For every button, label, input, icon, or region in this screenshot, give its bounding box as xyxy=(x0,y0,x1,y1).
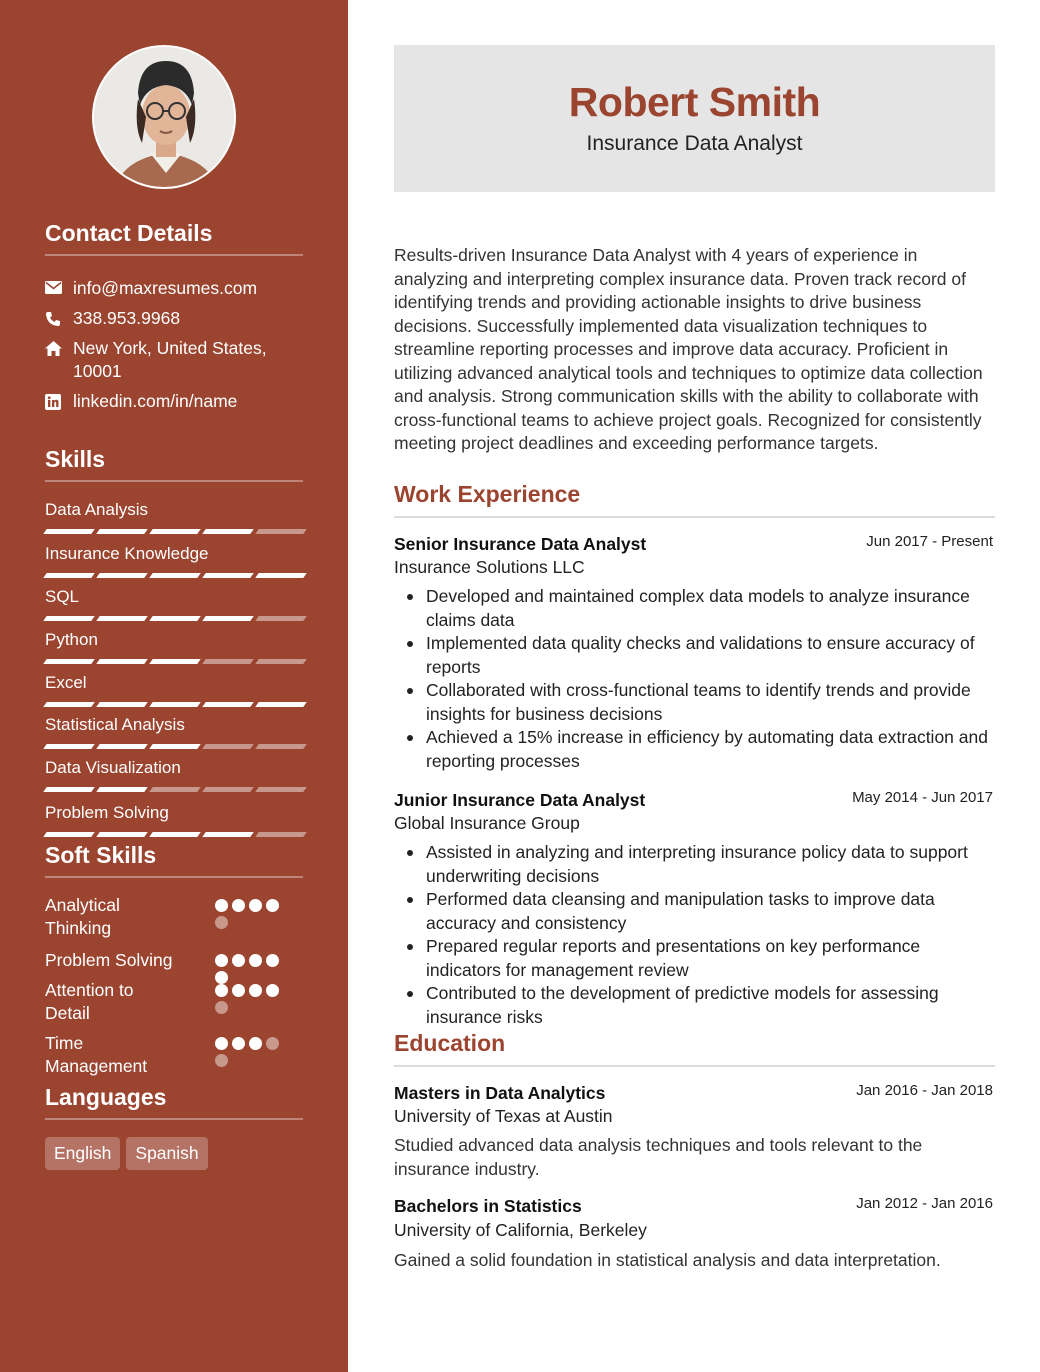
skill-level-segment xyxy=(255,787,307,792)
skill-level-bar xyxy=(45,702,305,707)
rating-dot xyxy=(249,984,262,997)
skill-level-bar xyxy=(45,832,305,837)
skill-level-segment xyxy=(96,787,148,792)
skill-level-segment xyxy=(43,832,95,837)
contact-email[interactable]: info@maxresumes.com xyxy=(73,278,258,298)
phone-icon xyxy=(45,307,73,330)
skill-label: Excel xyxy=(45,673,87,692)
linkedin-icon xyxy=(45,390,73,413)
skill-label: Data Analysis xyxy=(45,500,148,519)
skill-level-segment xyxy=(202,616,254,621)
contact-heading: Contact Details xyxy=(45,220,303,256)
skill-level-segment xyxy=(255,529,307,534)
school-name: University of Texas at Austin xyxy=(394,1106,613,1126)
skill-level-segment xyxy=(255,832,307,837)
job-bullets xyxy=(426,585,998,773)
education-description: Gained a solid foundation in statistical analysis and data interpretation. xyxy=(394,1250,941,1270)
envelope-icon xyxy=(45,277,73,300)
languages-list xyxy=(45,1137,208,1170)
skill-level-segment xyxy=(255,659,307,664)
list-item: Implemented data quality checks and validations to ensure accuracy of reports xyxy=(426,632,998,679)
rating-dot xyxy=(215,984,228,997)
skill-level-segment xyxy=(255,616,307,621)
language-tag: English xyxy=(45,1137,120,1170)
person-name: Robert Smith xyxy=(568,79,821,125)
work-experience-heading: Work Experience xyxy=(394,481,995,518)
list-item: Contributed to the development of predictive models for assessing insurance risks xyxy=(426,982,998,1029)
skill-level-bar xyxy=(45,529,305,534)
list-item: Assisted in analyzing and interpreting insurance policy data to support underwriting decisions xyxy=(426,841,998,888)
skill-level-segment xyxy=(96,529,148,534)
skill-level-segment xyxy=(96,659,148,664)
skill-label: SQL xyxy=(45,587,80,606)
education-heading: Education xyxy=(394,1030,995,1067)
skill-level-segment xyxy=(43,787,95,792)
skill-level-segment xyxy=(96,573,148,578)
skill-level-segment xyxy=(202,787,254,792)
profile-photo-illustration xyxy=(94,47,236,189)
skill-level-segment xyxy=(149,659,201,664)
skill-level-segment xyxy=(149,529,201,534)
rating-dot xyxy=(215,1001,228,1014)
rating-dot xyxy=(232,899,245,912)
soft-skill-rating xyxy=(215,1037,295,1067)
contact-linkedin[interactable]: linkedin.com/in/name xyxy=(73,391,238,411)
skill-level-segment xyxy=(149,832,201,837)
soft-skill-label: Time Management xyxy=(45,1033,148,1076)
school-name: University of California, Berkeley xyxy=(394,1220,647,1240)
contact-email-row xyxy=(45,277,303,300)
rating-dot xyxy=(249,1037,262,1050)
skill-level-segment xyxy=(96,832,148,837)
skill-level-segment xyxy=(149,744,201,749)
education-date: Jan 2016 - Jan 2018 xyxy=(856,1082,993,1099)
skill-level-bar xyxy=(45,616,305,621)
rating-dot xyxy=(215,1054,228,1067)
job-company: Global Insurance Group xyxy=(394,813,580,833)
education-date: Jan 2012 - Jan 2016 xyxy=(856,1195,993,1212)
skill-level-segment xyxy=(255,702,307,707)
rating-dot xyxy=(266,899,279,912)
list-item: Achieved a 15% increase in efficiency by automating data extraction and reporting processes xyxy=(426,726,998,773)
skill-level-segment xyxy=(202,529,254,534)
job-company: Insurance Solutions LLC xyxy=(394,557,585,577)
skill-level-segment xyxy=(43,744,95,749)
soft-skill-label: Analytical Thinking xyxy=(45,895,120,938)
skills-heading: Skills xyxy=(45,446,303,482)
languages-heading: Languages xyxy=(45,1084,303,1120)
contact-linkedin-row xyxy=(45,390,303,413)
skill-level-bar xyxy=(45,787,305,792)
list-item: Performed data cleansing and manipulation tasks to improve data accuracy and consistency xyxy=(426,888,998,935)
skill-level-segment xyxy=(96,616,148,621)
skill-level-segment xyxy=(149,616,201,621)
contact-phone[interactable]: 338.953.9968 xyxy=(73,308,181,328)
skill-level-bar xyxy=(45,659,305,664)
job-title-entry: Junior Insurance Data Analyst xyxy=(394,790,646,810)
skill-level-segment xyxy=(255,744,307,749)
home-icon xyxy=(45,337,73,383)
skill-level-segment xyxy=(202,573,254,578)
job-date: May 2014 - Jun 2017 xyxy=(852,789,993,806)
rating-dot xyxy=(266,954,279,967)
skill-label: Data Visualization xyxy=(45,758,181,777)
rating-dot xyxy=(232,954,245,967)
contact-address-row xyxy=(45,337,303,383)
rating-dot xyxy=(266,984,279,997)
skill-level-segment xyxy=(43,529,95,534)
rating-dot xyxy=(232,1037,245,1050)
skill-level-segment xyxy=(202,659,254,664)
skill-level-segment xyxy=(96,702,148,707)
job-title-entry: Senior Insurance Data Analyst xyxy=(394,534,647,554)
soft-skill-rating xyxy=(215,954,295,984)
job-bullets xyxy=(426,841,998,1029)
rating-dot xyxy=(266,1037,279,1050)
job-title: Insurance Data Analyst xyxy=(586,132,803,155)
skill-level-segment xyxy=(96,744,148,749)
rating-dot xyxy=(215,971,228,984)
skill-label: Insurance Knowledge xyxy=(45,544,209,563)
rating-dot xyxy=(215,899,228,912)
list-item: Developed and maintained complex data models to analyze insurance claims data xyxy=(426,585,998,632)
skill-level-segment xyxy=(149,702,201,707)
rating-dot xyxy=(249,899,262,912)
education-description: Studied advanced data analysis techniques and tools relevant to the insurance industry. xyxy=(394,1135,923,1179)
rating-dot xyxy=(249,954,262,967)
soft-skill-rating xyxy=(215,899,295,929)
job-date: Jun 2017 - Present xyxy=(866,533,993,550)
summary: Results-driven Insurance Data Analyst with 4 years of experience in analyzing and interpreting complex insurance data. Proven track record of identifying trends and providing actionable insights to drive business decisions. Successfully implemented data visualization techniques to streamline reporting processes and improve data accuracy. Proficient in utilizing advanced analytical tools and techniques to optimize data collection and analysis. Strong communication skills with the ability to collaborate with cross-functional teams to achieve project goals. Recognized for consistently meeting project deadlines and exceeding performance targets. xyxy=(394,245,983,453)
skill-label: Problem Solving xyxy=(45,803,169,822)
skill-label: Statistical Analysis xyxy=(45,715,185,734)
skill-level-segment xyxy=(149,787,201,792)
skill-level-segment xyxy=(202,744,254,749)
rating-dot xyxy=(215,1037,228,1050)
degree-title: Bachelors in Statistics xyxy=(394,1196,582,1216)
rating-dot xyxy=(215,916,228,929)
rating-dot xyxy=(232,984,245,997)
sidebar xyxy=(0,0,348,1372)
skill-level-segment xyxy=(43,702,95,707)
skill-level-segment xyxy=(43,659,95,664)
soft-skill-label: Attention to Detail xyxy=(45,980,134,1023)
contact-address: New York, United States, 10001 xyxy=(73,338,267,381)
rating-dot xyxy=(215,954,228,967)
skill-label: Python xyxy=(45,630,98,649)
header xyxy=(394,45,995,192)
list-item: Prepared regular reports and presentations on key performance indicators for management review xyxy=(426,935,998,982)
contact-phone-row xyxy=(45,307,303,330)
skill-level-bar xyxy=(45,573,305,578)
soft-skill-rating xyxy=(215,984,295,1014)
degree-title: Masters in Data Analytics xyxy=(394,1083,606,1103)
skill-level-segment xyxy=(149,573,201,578)
skill-level-segment xyxy=(43,573,95,578)
profile-photo xyxy=(92,45,236,189)
skill-level-bar xyxy=(45,744,305,749)
list-item: Collaborated with cross-functional teams to identify trends and provide insights for business decisions xyxy=(426,679,998,726)
skill-level-segment xyxy=(43,616,95,621)
language-tag: Spanish xyxy=(126,1137,207,1170)
skill-level-segment xyxy=(255,573,307,578)
skill-level-segment xyxy=(202,832,254,837)
soft-skills-heading: Soft Skills xyxy=(45,842,303,878)
skill-level-segment xyxy=(202,702,254,707)
soft-skill-label: Problem Solving xyxy=(45,950,173,970)
